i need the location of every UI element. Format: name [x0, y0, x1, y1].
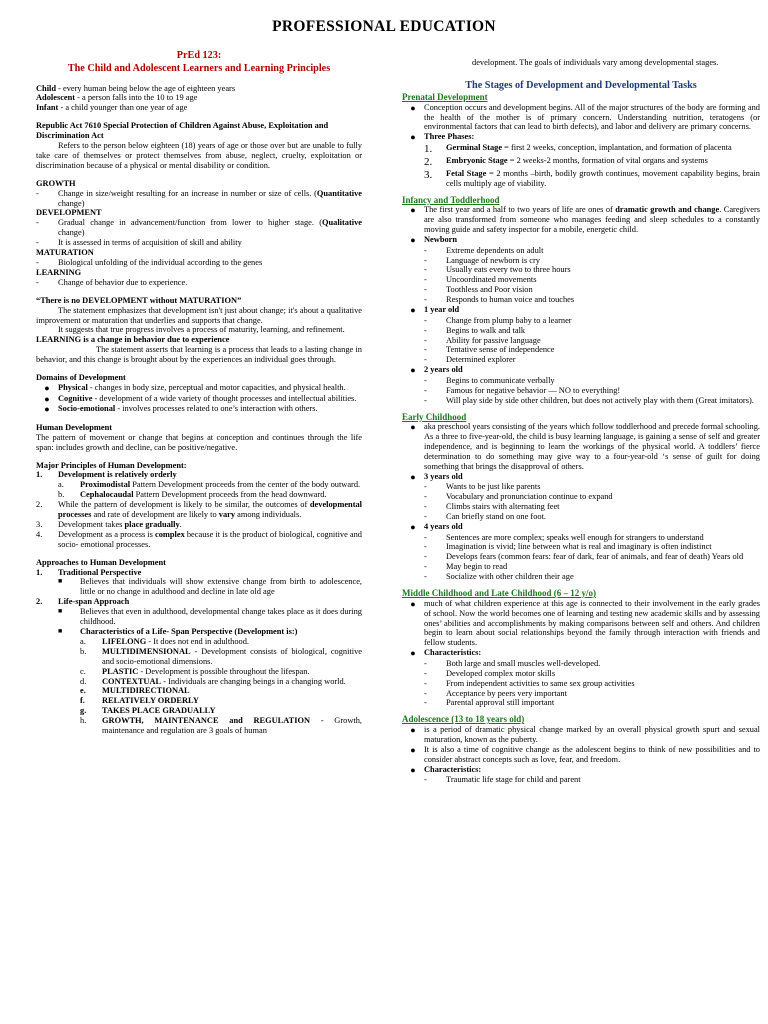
adolescence-item: - Traumatic life stage for child and parent — [424, 775, 581, 785]
ra-text: Refers to the person below eighteen (18) years of age or those over but are unable to fully take care of themselves or protect themselves from abuse, neglect, cruelty, exploitation or discrimination because of a physical or mental disability or condition. — [36, 141, 362, 170]
course-title: The Child and Adolescent Learners and Learning Principles — [67, 62, 331, 74]
infancy-paragraph: ● The first year and a half to two years of life are ones of dramatic growth and change. Caregivers are also transformed from someone who manages feeding and sleep schedules to a constantly moving guide and safety inspector for a mobile, energetic child. — [410, 205, 761, 235]
prenatal-heading: Prenatal Development — [402, 92, 488, 103]
quote-paragraph-2: It suggests that true progress involves a process of maturity, learning, and refinement. — [58, 325, 345, 335]
def-adolescent: Adolescent - a person falls into the 10 to 19 age — [36, 93, 198, 103]
newborn-item: - Responds to human voice and touches — [424, 295, 575, 305]
principle-1a: a. Proximodistal Pattern Development proceeds from the center of the body outward. — [58, 480, 361, 490]
year4-item: - Sentences are more complex; speaks well enough for strangers to understand — [424, 532, 704, 542]
approach-2-text: ■ Believes that even in adulthood, developmental change takes place as it does during childhood. — [58, 607, 362, 627]
growth-item: - Change in size/weight resulting for an increase in number or size of cells. (Quantitative change) — [36, 188, 362, 208]
domain-socio-emotional: ● Socio-emotional - involves processes related to one’s interaction with others. — [44, 404, 318, 415]
characteristic-growth-maintenance: h. GROWTH, MAINTENANCE and REGULATION - Growth, maintenance and regulation are 3 goals of human — [80, 716, 362, 736]
newborn-item: - Toothless and Poor vision — [424, 285, 533, 295]
maturation-item: - Biological unfolding of the individual according to the genes — [36, 258, 263, 267]
human-dev-text: The pattern of movement or change that begins at conception and continues through the life span: includes growth and decline, can be positive/negative. — [36, 432, 362, 452]
characteristic-multidirectional: e. MULTIDIRECTIONAL — [80, 686, 190, 696]
year1-item: - Change from plump baby to a learner — [424, 315, 572, 325]
approaches-heading: Approaches to Human Development — [36, 557, 166, 567]
page-title: PROFESSIONAL EDUCATION — [272, 18, 496, 35]
approach-2-characteristics: ■ Characteristics of a Life- Span Perspective (Development is:) — [58, 627, 298, 637]
year4-item: - May begin to read — [424, 562, 508, 572]
phase-embryonic: 2. Embryonic Stage = 2 weeks-2 months, formation of vital organs and systems — [424, 155, 708, 168]
infancy-heading: Infancy and Toddlerhood — [402, 194, 500, 205]
characteristic-takes-place-gradually: g. TAKES PLACE GRADUALLY — [80, 706, 216, 716]
domains-heading: Domains of Development — [36, 373, 126, 383]
learning-change-heading: LEARNING is a change in behavior due to experience — [36, 335, 230, 345]
year2-heading: ● 2 years old — [410, 365, 463, 376]
development-item-2: - It is assessed in terms of acquisition of skill and ability — [36, 238, 242, 248]
maturation-heading: MATURATION — [36, 248, 94, 258]
year3-heading: ● 3 years old — [410, 471, 463, 482]
principles-heading: Major Principles of Human Development: — [36, 460, 187, 470]
principle-4: 4. Development as a process is complex because it is the product of biological, cognitive and socio- emotional processes. — [36, 529, 362, 549]
year4-item: - Imagination is vivid; line between what is real and imaginary is often indistinct — [424, 542, 712, 552]
year3-item: - Climbs stairs with alternating feet — [424, 502, 560, 512]
year3-item: - Vocabulary and pronunciation continue to expand — [424, 492, 613, 502]
adolescence-paragraph-2: ● It is also a time of cognitive change as the adolescent begins to think of new possibilities and to consider abstract concepts such as love, fear, and freedom. — [410, 744, 760, 764]
def-infant: Infant - a child younger than one year of age — [36, 103, 188, 113]
stages-heading: The Stages of Development and Developmental Tasks — [465, 80, 697, 91]
domain-cognitive: ● Cognitive - development of a wide variety of thought processes and intellectual abilities. — [44, 393, 357, 404]
def-child: Child - every human being below the age of eighteen years — [36, 83, 236, 93]
adolescence-heading: Adolescence (13 to 18 years old) — [402, 714, 525, 725]
year1-item: - Tentative sense of independence — [424, 345, 555, 355]
newborn-item: - Usually eats every two to three hours — [424, 265, 571, 275]
right-column — [402, 80, 760, 785]
middle-item: - From independent activities to same sex group activities — [424, 678, 635, 688]
prenatal-paragraph: ● Conception occurs and development begins. All of the major structures of the body are forming and the health of the mother is of primary concern. Understanding nutrition, teratogens (or environmental factors that can lead to birth defects), and labor and delivery are primary concerns. — [410, 102, 760, 132]
phase-germinal: 1. Germinal Stage = first 2 weeks, conception, implantation, and formation of placenta — [424, 142, 732, 155]
middle-childhood-heading: Middle Childhood and Late Childhood (6 – 12 y/o) — [402, 588, 597, 599]
quote-paragraph-1: The statement emphasizes that development isn't just about change; it's about a qualitative improvement or maturation that underlies and supports that change. — [36, 305, 362, 325]
middle-item: - Acceptance by peers very important — [424, 688, 567, 698]
year4-heading: ● 4 years old — [410, 521, 463, 532]
three-phases-heading: ● Three Phases: — [410, 132, 475, 143]
principle-1b: b. Cephalocaudal Pattern Development proceeds from the head downward. — [58, 490, 327, 500]
middle-childhood-paragraph: ● much of what children experience at this age is connected to their involvement in the early grades of school. Now the world becomes one of learning and testing new academic skills and by assessing ones’ abilities and accomplishments by making comparisons between self and others. And children begin to learn about social relationships beyond the family through interaction with friends and fellow students. — [410, 598, 760, 648]
year4-item: - Socialize with other children their age — [424, 572, 574, 582]
newborn-item: - Language of newborn is cry — [424, 255, 540, 265]
learning-heading: LEARNING — [36, 267, 82, 277]
middle-item: - Parental approval still important — [424, 698, 555, 708]
principle-2: 2. While the pattern of development is likely to be similar, the outcomes of developmental processes and rate of development are likely to vary among individuals. — [36, 500, 362, 520]
year1-item: - Determined explorer — [424, 355, 516, 365]
approach-1: 1. Traditional Perspective — [36, 567, 142, 577]
early-childhood-paragraph: ● aka preschool years consisting of the years which follow toddlerhood and precede formal schooling. As a three to five-year-old, the child is busy learning language, is gaining a sense of self and greater independence, and is beginning to learn the workings of the physical world. A toddlers’ fierce determination to do something may give way to a four-year-old ‘s sense of guilt for doing something that brings the disapproval of others. — [410, 422, 760, 471]
learning-change-text: The statement asserts that learning is a process that leads to a lasting change in behavior, and this change is brought about by the experiences an individual goes through. — [36, 345, 362, 365]
quote-heading: “There is no DEVELOPMENT without MATURATION” — [36, 295, 242, 305]
year4-item: - Develops fears (common fears: fear of dark, fear of animals, and fear of death) Years old — [424, 552, 744, 562]
phase-fetal: 3. Fetal Stage = 2 months –birth, bodily growth continues, movement capability begins, brain cells multiply age of viability. — [424, 168, 760, 188]
human-dev-heading: Human Development — [36, 422, 113, 432]
growth-heading: GROWTH — [36, 178, 76, 188]
adolescence-paragraph-1: ● is a period of dramatic physical change marked by an overall physical growth spurt and sexual maturation, known as the puberty. — [410, 724, 760, 744]
adolescence-characteristics-heading: ● Characteristics: — [410, 764, 482, 775]
continued-text: development. The goals of individuals vary among developmental stages. — [472, 58, 719, 67]
course-code: PrEd 123: — [176, 50, 222, 61]
year3-item: - Can briefly stand on one foot. — [424, 512, 547, 522]
left-column — [36, 50, 362, 736]
year2-item: - Will play side by side other children, but does not actively play with them (Great imitators). — [424, 395, 754, 405]
development-heading: DEVELOPMENT — [36, 208, 102, 218]
domain-physical: ● Physical - changes in body size, perceptual and motor capacities, and physical health. — [44, 382, 346, 393]
characteristic-multidimensional: b. MULTIDIMENSIONAL - Development consists of biological, cognitive and socio-emotional dimensions. — [80, 646, 362, 666]
newborn-heading: ● Newborn — [410, 235, 458, 246]
approach-1-text: ■ Believes that individuals will show extensive change from birth to adolescence, little or no change in adulthood and decline in late old age — [58, 577, 362, 597]
middle-characteristics-heading: ● Characteristics: — [410, 648, 482, 659]
definitions — [36, 84, 362, 114]
year3-item: - Wants to be just like parents — [424, 482, 541, 492]
principle-3: 3. Development takes place gradually. — [36, 519, 182, 529]
year2-item: - Begins to communicate verbally — [424, 375, 555, 385]
approach-2: 2. Life-span Approach — [36, 597, 130, 607]
learning-item: - Change of behavior due to experience. — [36, 277, 188, 287]
year1-heading: ● 1 year old — [410, 305, 460, 316]
year1-item: - Begins to walk and talk — [424, 325, 526, 335]
newborn-item: - Extreme dependents on adult — [424, 245, 544, 255]
early-childhood-heading: Early Childhood — [402, 411, 467, 422]
year2-item: - Famous for negative behavior — NO to everything! — [424, 385, 621, 395]
ra-heading: Republic Act 7610 Special Protection of Children Against Abuse, Exploitation and Discrimination Act — [36, 121, 329, 141]
principle-1: 1. Development is relatively orderly — [36, 470, 177, 480]
characteristic-relatively-orderly: f. RELATIVELY ORDERLY — [80, 696, 199, 706]
characteristic-plastic: c. PLASTIC - Development is possible throughout the lifespan. — [80, 666, 310, 676]
characteristic-lifelong: a. LIFELONG - It does not end in adulthood. — [80, 636, 250, 646]
year1-item: - Ability for passive language — [424, 335, 541, 345]
characteristic-contextual: d. CONTEXTUAL - Individuals are changing beings in a changing world. — [80, 676, 346, 686]
development-item-1: - Gradual change in advancement/function from lower to higher stage. (Qualitative change) — [36, 218, 362, 238]
newborn-item: - Uncoordinated movements — [424, 275, 537, 285]
middle-item: - Developed complex motor skills — [424, 668, 556, 678]
middle-item: - Both large and small muscles well-developed. — [424, 658, 601, 668]
